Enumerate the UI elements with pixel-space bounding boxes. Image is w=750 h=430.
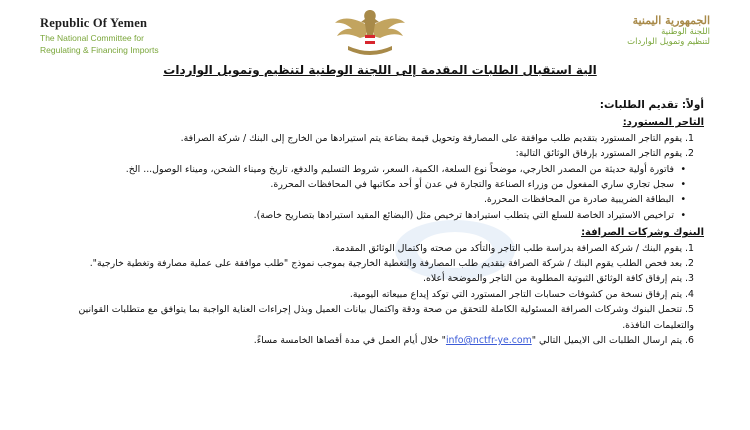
english-subtitle-line1: The National Committee for [40, 33, 144, 43]
arabic-logo-block [570, 14, 710, 48]
document-bullet: • سجل تجاري ساري المفعول من وزراء الصناعة والتجارة في عدن أو أحد مكاتبها في المحافظات المحررة. [52, 177, 704, 192]
arabic-title: الجمهورية اليمنية [632, 14, 710, 27]
english-subtitle-line2: Regulating & Financing Imports [40, 45, 159, 55]
document-bullet: • البطاقة الضريبية صادرة من المحافظات المحررة. [52, 192, 704, 207]
bank-item: 3. يتم إرفاق كافة الوثائق الثبوتية المطلوبة من التاجر والموضحة أعلاه. [422, 273, 694, 285]
document-title: الية استقبال الطلبات المقدمة إلى اللجنة الوطنية لتنظيم وتمويل الواردات [163, 63, 597, 77]
bank-item: 4. يتم إرفاق نسخة من كشوفات حسابات التاجر المستورد التي توكد إيداع مبيعاته اليومية. [349, 288, 694, 300]
importer-heading: التاجر المستورد: [622, 117, 704, 129]
yemen-eagle-emblem-icon [332, 6, 408, 60]
importer-item-2: 2. يقوم التاجر المستورد بإرفاق الوثائق التالية: [515, 148, 694, 160]
bank-item: 5. تتحمل البنوك وشركات الصرافة المسئولية الكاملة للتحقق من صحة ودقة واكتمال بيانات العميل وبذل إجراءات العناية الواجبة بما يتوافق مع متطلبات القوانين والتعليمات النافذة. [78, 304, 694, 331]
banks-heading: البنوك وشركات الصرافة: [581, 227, 704, 239]
bank-item-6 [52, 333, 704, 348]
document-bullet: • فاتورة أولية حديثة من المصدر الخارجي، موضحاً نوع السلعة، الكمية، السعر، شروط التسليم والدفع، تاريخ وميناء الشحن، وميناء الوصول... الخ. [52, 162, 704, 177]
item6-prefix: 6. يتم ارسال الطلبات الى الايميل التالي " [531, 335, 694, 347]
arabic-subtitle-line1: اللجنة الوطنية [661, 27, 710, 37]
email-link[interactable]: info@nctfr-ye.com [445, 335, 532, 347]
english-logo-block [40, 16, 240, 55]
importer-item-1: 1. يقوم التاجر المستورد بتقديم طلب موافقة على المصارفة وتحويل قيمة بضاعة يتم استيرادها من الخارج إلى البنك / شركة الصرافة. [180, 132, 694, 144]
document-bullet: • تراخيص الاستيراد الخاصة للسلع التي يتطلب استيرادها ترخيص مثل (البضائع المقيد استيرادها بتصاريح خاصة). [52, 208, 704, 223]
letterhead [0, 0, 750, 62]
section1-heading: أولاً: تقديم الطلبات: [599, 99, 704, 111]
english-title: Republic Of Yemen [40, 16, 148, 30]
item6-suffix: " خلال أيام العمل في مدة أقصاها الخامسة مساءً. [253, 335, 446, 347]
arabic-subtitle-line2: لتنظيم وتمويل الواردات [627, 37, 710, 47]
document-body [52, 92, 704, 349]
bank-item: 1. يقوم البنك / شركة الصرافة بدراسة طلب التاجر والتأكد من صحته واكتمال الوثائق المقدمة. [331, 242, 694, 254]
bank-item: 2. بعد فحص الطلب يقوم البنك / شركة الصرافة بتقديم طلب المصارفة والتغطية الخارجية بموجب نموذج "طلب موافقة على عملية مصارفة وتغطية خارجية". [89, 258, 694, 270]
